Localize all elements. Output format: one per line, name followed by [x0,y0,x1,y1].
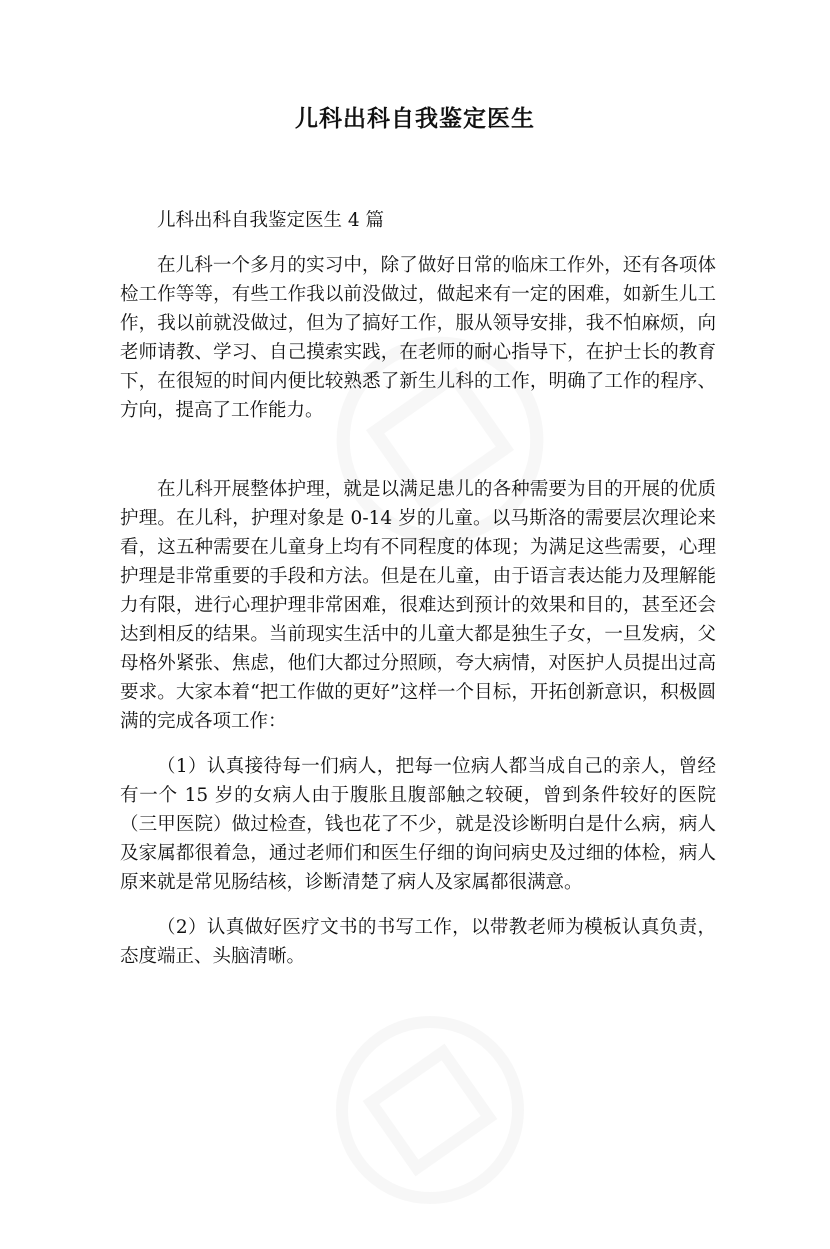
watermark-icon [291,971,570,1249]
document-subtitle: 儿科出科自我鉴定医生 4 篇 [157,210,385,231]
paragraph: 在儿科一个多月的实习中，除了做好日常的临床工作外，还有各项体检工作等等，有些工作我以前没做过，做起来有一定的困难，如新生儿工作，我以前就没做过，但为了搞好工作，服从领导安排，我不怕麻烦，向老师请教、学习、自己摸索实践，在老师的耐心指导下，在护士长的教育下，在很短的时间内便比较熟悉了新生儿科的工作，明确了工作的程序、方向，提高了工作能力。 [120,255,716,421]
page-title: 儿科出科自我鉴定医生 [295,105,535,132]
document-body [120,206,716,987]
paragraph: （1）认真接待每一们病人，把每一位病人都当成自己的亲人，曾经有一个 15 岁的女病人由于腹胀且腹部触之较硬，曾到条件较好的医院（三甲医院）做过检查，钱也花了不少，就是没诊断明白是什么病，病人及家属都很着急，通过老师们和医生仔细的询问病史及过细的体检，病人原来就是常见肠结核，诊断清楚了病人及家属都很满意。 [120,756,716,893]
paragraph-gap [120,441,716,475]
paragraph: 在儿科开展整体护理，就是以满足患儿的各种需要为目的开展的优质护理。在儿科，护理对象是 0-14 岁的儿童。以马斯洛的需要层次理论来看，这五种需要在儿童身上均有不同程度的体现；为满足这些需要，心理护理是非常重要的手段和方法。但是在儿童，由于语言表达能力及理解能力有限，进行心理护理非常困难，很难达到预计的效果和目的，甚至还会达到相反的结果。当前现实生活中的儿童大都是独生子女，一旦发病，父母格外紧张、焦虑，他们大都过分照顾，夸大病情，对医护人员提出过高要求。大家本着“把工作做的更好”这样一个目标，开拓创新意识，积极圆满的完成各项工作： [120,479,716,732]
paragraph: （2）认真做好医疗文书的书写工作，以带教老师为模板认真负责，态度端正、头脑清晰。 [120,917,716,967]
